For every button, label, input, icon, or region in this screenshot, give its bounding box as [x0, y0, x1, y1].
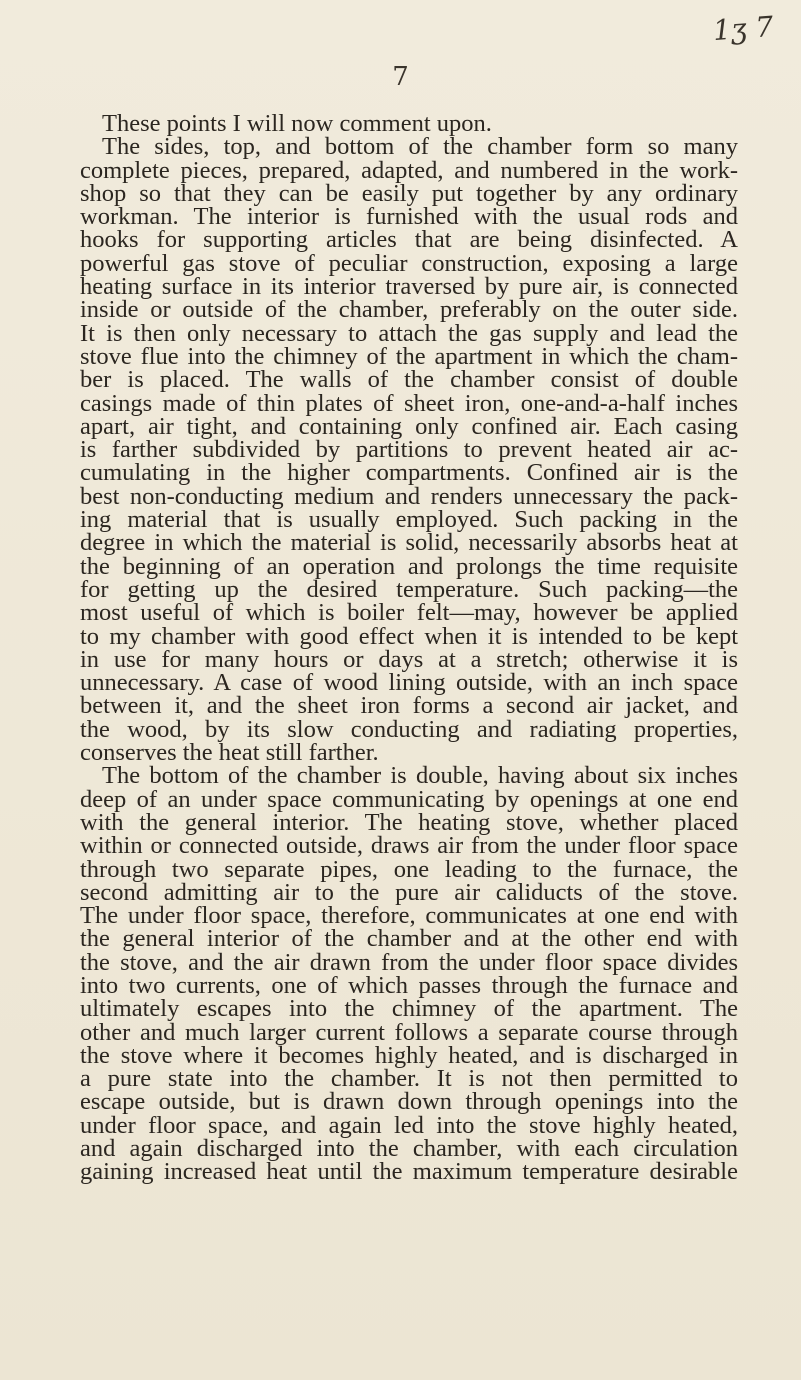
text-line: is farther subdivided by partitions to prevent heated air ac- — [80, 436, 738, 464]
text-line: workman. The interior is furnished with the usual rods and — [80, 203, 738, 231]
text-line: the wood, by its slow conducting and radiating properties, — [80, 715, 738, 743]
text-line: with the general interior. The heating stove, whether placed — [80, 808, 738, 836]
text-line: to my chamber with good effect when it is intended to be kept — [80, 622, 738, 650]
text-line: within or connected outside, draws air from the under floor space — [80, 832, 738, 860]
text-line: other and much larger current follows a separate course through — [80, 1018, 738, 1046]
text-line: escape outside, but is drawn down through openings into the — [80, 1088, 738, 1116]
text-line: hooks for supporting articles that are being disinfected. A — [80, 226, 738, 254]
text-line: through two separate pipes, one leading to the furnace, the — [80, 855, 738, 883]
text-line: ultimately escapes into the chimney of the apartment. The — [80, 995, 738, 1023]
text-line: deep of an under space communicating by openings at one end — [80, 785, 738, 813]
text-line: in use for many hours or days at a stretch; otherwise it is — [80, 645, 738, 673]
text-line: the stove where it becomes highly heated, and is discharged in — [80, 1041, 738, 1069]
text-line: under floor space, and again led into the stove highly heated, — [80, 1111, 738, 1139]
text-line: cumulating in the higher compartments. Confined air is the — [80, 459, 738, 487]
text-line: stove flue into the chimney of the apartment in which the cham- — [80, 342, 738, 370]
text-line: ing material that is usually employed. Such packing in the — [80, 506, 738, 534]
text-line: The bottom of the chamber is double, having about six inches — [102, 762, 738, 790]
text-line: unnecessary. A case of wood lining outside, with an inch space — [80, 669, 738, 697]
text-line: conserves the heat still farther. — [80, 739, 379, 767]
text-line: The sides, top, and bottom of the chamber form so many — [102, 133, 738, 161]
text-line: best non-conducting medium and renders unnecessary the pack- — [80, 482, 738, 510]
text-line: shop so that they can be easily put together by any ordinary — [80, 179, 738, 207]
text-line: gaining increased heat until the maximum temperature desirable — [80, 1158, 738, 1186]
text-line: It is then only necessary to attach the gas supply and lead the — [80, 319, 738, 347]
text-line: powerful gas stove of peculiar construction, exposing a large — [80, 249, 738, 277]
text-line: second admitting air to the pure air caliducts of the stove. — [80, 878, 738, 906]
text-line: into two currents, one of which passes through the furnace and — [80, 971, 738, 999]
text-line: for getting up the desired temperature. Such packing—the — [80, 575, 738, 603]
text-line: most useful of which is boiler felt—may, however be applied — [80, 599, 738, 627]
body-text — [80, 112, 738, 1184]
text-line: heating surface in its interior traversed by pure air, is connected — [80, 273, 738, 301]
text-line: inside or outside of the chamber, preferably on the outer side. — [80, 296, 738, 324]
text-line: between it, and the sheet iron forms a second air jacket, and — [80, 692, 738, 720]
handwritten-corner-mark: 1ʒ 7 — [711, 9, 775, 48]
text-line: and again discharged into the chamber, with each circulation — [80, 1135, 738, 1163]
text-line: casings made of thin plates of sheet iron, one-and-a-half inches — [80, 389, 738, 417]
text-line: ber is placed. The walls of the chamber consist of double — [80, 366, 738, 394]
text-line: apart, air tight, and containing only confined air. Each casing — [80, 412, 738, 440]
text-line: The under floor space, therefore, communicates at one end with — [80, 902, 738, 930]
text-line: complete pieces, prepared, adapted, and numbered in the work- — [80, 156, 738, 184]
text-line: the stove, and the air drawn from the under floor space divides — [80, 948, 738, 976]
text-line: degree in which the material is solid, necessarily absorbs heat at — [80, 529, 738, 557]
page-number: 7 — [392, 62, 409, 92]
text-line: the general interior of the chamber and at the other end with — [80, 925, 738, 953]
text-line: These points I will now comment upon. — [102, 110, 492, 137]
text-line: a pure state into the chamber. It is not then permitted to — [80, 1065, 738, 1093]
text-line: the beginning of an operation and prolongs the time requisite — [80, 552, 738, 580]
